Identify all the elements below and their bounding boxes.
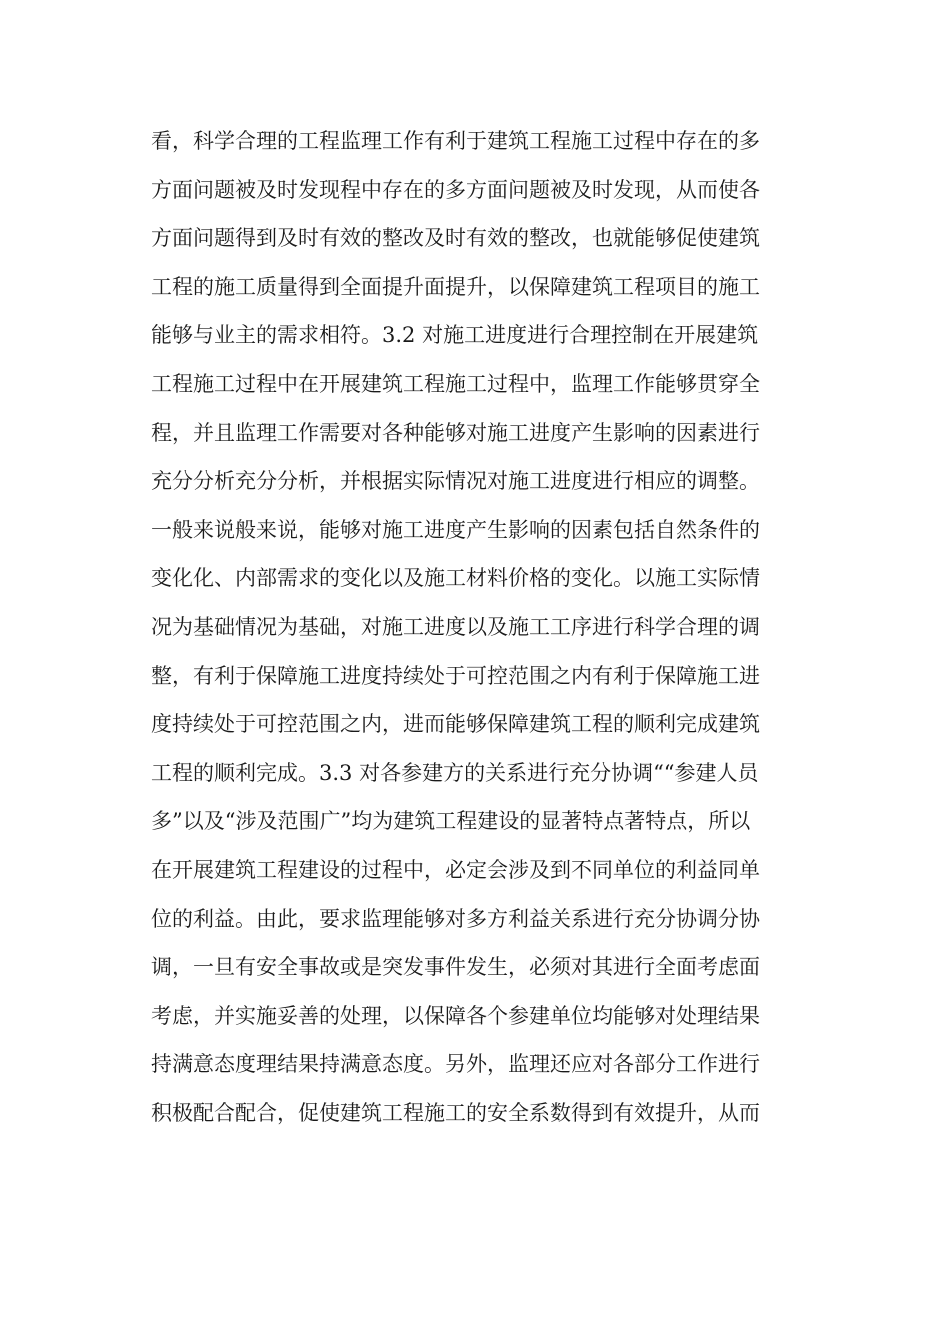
text-line: 方面问题得到及时有效的整改及时有效的整改，也就能够促使建筑 [151, 226, 760, 251]
text-line: 位的利益。由此，要求监理能够对多方利益关系进行充分协调分协 [151, 906, 760, 931]
text-line: 一般来说般来说，能够对施工进度产生影响的因素包括自然条件的 [151, 517, 760, 542]
text-line: 工程的顺利完成。3.3 对各参建方的关系进行充分协调““参建人员 [151, 760, 759, 785]
text-line: 工程施工过程中在开展建筑工程施工过程中，监理工作能够贯穿全 [151, 371, 760, 396]
body-text [151, 117, 811, 1137]
text-line: 能够与业主的需求相符。3.2 对施工进度进行合理控制在开展建筑 [151, 323, 759, 348]
text-line: 整，有利于保障施工进度持续处于可控范围之内有利于保障施工进 [151, 663, 760, 688]
text-line: 积极配合配合，促使建筑工程施工的安全系数得到有效提升，从而 [151, 1100, 760, 1125]
text-line: 度持续处于可控范围之内，进而能够保障建筑工程的顺利完成建筑 [151, 712, 760, 737]
text-line: 程，并且监理工作需要对各种能够对施工进度产生影响的因素进行 [151, 420, 760, 445]
text-line: 方面问题被及时发现程中存在的多方面问题被及时发现，从而使各 [151, 177, 760, 202]
text-line: 况为基础情况为基础，对施工进度以及施工工序进行科学合理的调 [151, 614, 760, 639]
text-line: 工程的施工质量得到全面提升面提升，以保障建筑工程项目的施工 [151, 274, 760, 299]
text-line: 在开展建筑工程建设的过程中，必定会涉及到不同单位的利益同单 [151, 857, 760, 882]
text-line: 变化化、内部需求的变化以及施工材料价格的变化。以施工实际情 [151, 566, 760, 591]
text-line: 持满意态度理结果持满意态度。另外，监理还应对各部分工作进行 [151, 1052, 760, 1077]
text-line: 调，一旦有安全事故或是突发事件发生，必须对其进行全面考虑面 [151, 955, 760, 980]
text-line: 多”以及“涉及范围广”均为建筑工程建设的显著特点著特点，所以 [151, 809, 751, 834]
text-line: 考虑，并实施妥善的处理，以保障各个参建单位均能够对处理结果 [151, 1003, 760, 1028]
text-line: 看，科学合理的工程监理工作有利于建筑工程施工过程中存在的多 [151, 129, 760, 153]
text-line: 充分分析充分分析，并根据实际情况对施工进度进行相应的调整。 [151, 469, 760, 494]
